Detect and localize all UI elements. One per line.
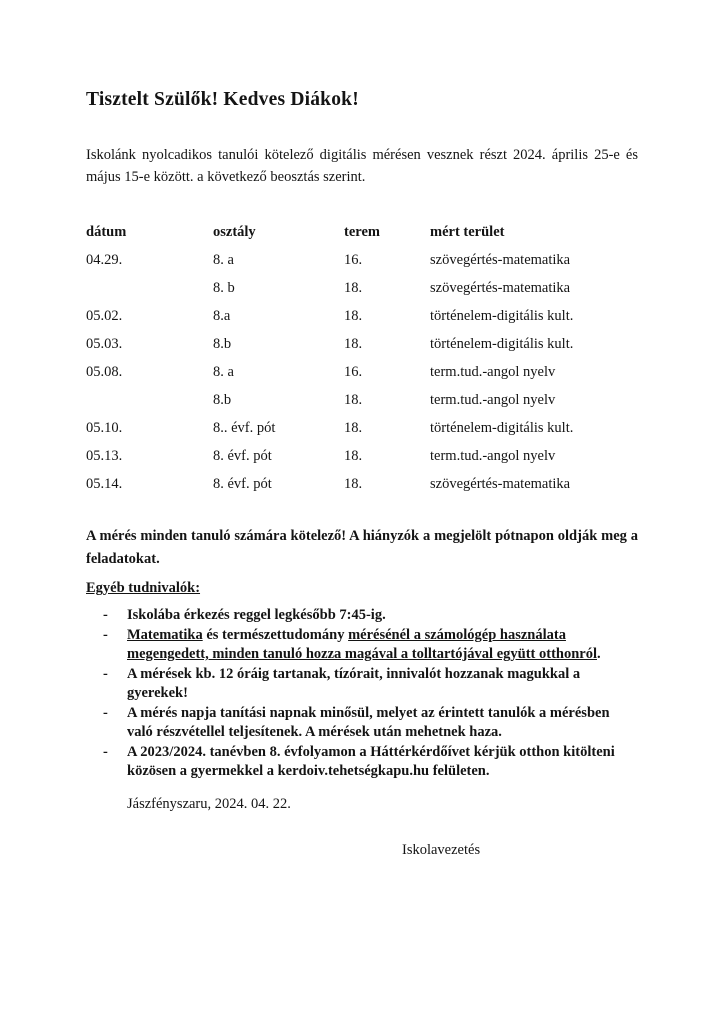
cell-room: 18.: [344, 280, 363, 296]
bullet-calculator-plain: és természettudomány: [202, 626, 349, 643]
list-item: [103, 626, 638, 665]
cell-subject: történelem-digitális kult.: [430, 308, 574, 324]
bullet-calculator-underline-2: mérésénél a számológép használata megengedett, minden tanuló hozza magával a tolltartójával együtt otthonról: [127, 626, 597, 662]
cell-room: 18.: [344, 308, 363, 324]
cell-class: 8.b: [213, 336, 232, 352]
cell-subject: történelem-digitális kult.: [430, 420, 574, 436]
table-row: [86, 302, 638, 330]
cell-room: 18.: [344, 336, 363, 352]
cell-subject: szövegértés-matematika: [430, 476, 571, 492]
cell-date: 05.02.: [86, 308, 123, 324]
column-header-mert-terulet: mért terület: [430, 224, 505, 240]
bullet-dash: -: [103, 704, 108, 721]
bullet-dash: -: [103, 665, 108, 682]
bullet-calculator-period: .: [597, 646, 601, 662]
bullet-calculator-underline-1: Matematika: [127, 626, 203, 643]
cell-subject: szövegértés-matematika: [430, 280, 571, 296]
cell-class: 8.b: [213, 392, 232, 408]
table-row: [86, 246, 638, 274]
cell-room: 16.: [344, 252, 363, 268]
bullet-calculator-rule: [127, 626, 638, 665]
cell-class: 8. a: [213, 364, 234, 380]
cell-room: 18.: [344, 448, 363, 464]
cell-date: 04.29.: [86, 252, 123, 268]
cell-date: 05.10.: [86, 420, 123, 436]
column-header-datum: dátum: [86, 224, 127, 240]
cell-class: 8. b: [213, 280, 235, 296]
bullet-school-day-rule: A mérés napja tanítási napnak minősül, melyet az érintett tanulók a mérésben való részvétellel teljesítenek. A mérések után mehetnek haza.: [127, 704, 610, 740]
table-row: [86, 442, 638, 470]
place-and-date: Jászfényszaru, 2024. 04. 22.: [127, 795, 291, 812]
cell-date: 05.13.: [86, 448, 123, 464]
column-header-terem: terem: [344, 224, 380, 240]
table-row: [86, 414, 638, 442]
schedule-table: [86, 218, 638, 498]
cell-class: 8. a: [213, 252, 234, 268]
other-info-heading-text: Egyéb tudnivalók:: [86, 580, 201, 596]
list-item: [103, 606, 638, 626]
mandatory-notice: A mérés minden tanuló számára kötelező! A hiányzók a megjelölt pótnapon oldják meg a feladatokat.: [86, 528, 638, 567]
cell-room: 18.: [344, 476, 363, 492]
table-row: [86, 386, 638, 414]
cell-subject: term.tud.-angol nyelv: [430, 364, 556, 380]
signature: Iskolavezetés: [402, 841, 481, 858]
cell-subject: term.tud.-angol nyelv: [430, 448, 556, 464]
table-header-row: [86, 218, 638, 246]
cell-class: 8. évf. pót: [213, 476, 272, 492]
cell-date: 05.14.: [86, 476, 123, 492]
bullet-background-questionnaire: A 2023/2024. tanévben 8. évfolyamon a Háttérkérdőívet kérjük otthon kitölteni közösen a gyermekkel a kerdoiv.tehetségkapu.hu felületen.: [127, 743, 615, 779]
column-header-osztaly: osztály: [213, 224, 256, 240]
table-row: [86, 470, 638, 498]
bullet-dash: -: [103, 743, 108, 760]
table-row: [86, 274, 638, 302]
list-item: [103, 665, 638, 704]
cell-room: 16.: [344, 364, 363, 380]
cell-class: 8. évf. pót: [213, 448, 272, 464]
other-info-heading: [86, 577, 638, 599]
cell-room: 18.: [344, 392, 363, 408]
cell-date: [86, 274, 213, 302]
table-row: [86, 330, 638, 358]
cell-class: 8.a: [213, 308, 231, 324]
bullet-dash: -: [103, 626, 108, 643]
bullet-arrival-time: Iskolába érkezés reggel legkésőbb 7:45-ig.: [127, 607, 386, 623]
cell-date: 05.03.: [86, 336, 123, 352]
info-bullet-list: [103, 606, 638, 782]
cell-room: 18.: [344, 420, 363, 436]
bullet-dash: -: [103, 607, 108, 623]
list-item: [103, 743, 638, 782]
cell-date: 05.08.: [86, 364, 123, 380]
cell-date: [86, 386, 213, 414]
cell-class: 8.. évf. pót: [213, 420, 276, 436]
cell-subject: term.tud.-angol nyelv: [430, 392, 556, 408]
bullet-duration-snack: A mérések kb. 12 óráig tartanak, tízórait, innivalót hozzanak magukkal a gyerekek!: [127, 665, 581, 701]
cell-subject: történelem-digitális kult.: [430, 336, 574, 352]
intro-paragraph: Iskolánk nyolcadikos tanulói kötelező digitális mérésen vesznek részt 2024. április 25-e és május 15-e között. a következő beosztás szerint.: [86, 147, 638, 185]
list-item: [103, 704, 638, 743]
page-title: Tisztelt Szülők! Kedves Diákok!: [86, 89, 359, 110]
table-row: [86, 358, 638, 386]
cell-subject: szövegértés-matematika: [430, 252, 571, 268]
